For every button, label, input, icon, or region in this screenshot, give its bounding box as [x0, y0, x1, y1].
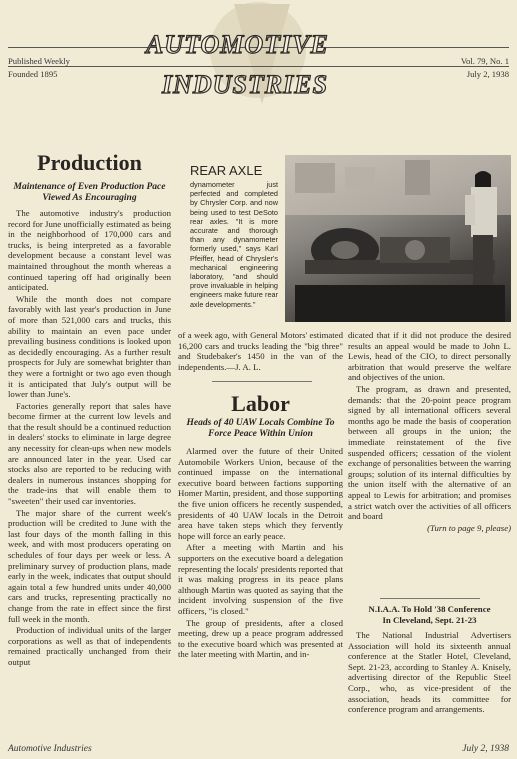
- production-paragraph: The automotive industry's production record for June unofficially estimated as being in the neighborhood of 170,000 cars and trucks, is being interpreted as a favorable development because a constant level was maintained throughout the month whereas a continued tapering off had originally been anticipated.: [8, 208, 171, 293]
- labor-paragraph: dicated that if it did not produce the desired results an appeal would be made to John L. Lewis, head of the CIO, to direct personally arbitration that would preserve the welfare and objectives of the union.: [348, 330, 511, 383]
- niaa-body: The National Industrial Advertisers Association will hold its sixteenth annual conference at the Statler Hotel, Cleveland, Sept. 21-23, according to Stanley A. Knisely, advertising director of the Republic Steel Corp., who, as vice-president of the association, heads its committee for conference program and arrangements.: [348, 630, 511, 715]
- rear-axle-title: REAR AXLE: [190, 163, 263, 178]
- niaa-heading: [348, 604, 511, 626]
- labor-column-2: [348, 330, 511, 534]
- labor-heading: Labor: [231, 391, 290, 416]
- rear-axle-caption: dynamometer just perfected and completed by Chrysler Corp. and now being used to test DeSoto rear axles. "It is more accurate and thorough than any dynamometer formerly used," says Karl Pfeiffer, head of Chrysler's mechanical engineering laboratory, "and should prove invaluable in helping engineers make future rear axle developments.": [190, 180, 278, 309]
- dynamometer-photo: [285, 155, 511, 322]
- production-continuation: of a week ago, with General Motors' estimated 16,200 cars and trucks leading the "big three" and Studebaker's 1450 in the van of the independents.—J. A. L.: [178, 330, 343, 372]
- production-paragraph: Factories generally report that sales have become firmer at the current low levels and that the result should be a continued reduction in dealers' stocks to eliminate in large degree any necessity for clean-ups when new models are announced later in the year. Used car stocks also are reported to be reducing with dealers in numerous instances shopping for the trade-ins that will enable them to "sweeten" their used car inventories.: [8, 400, 171, 507]
- production-subhead: Maintenance of Even Production Pace Viewed As Encouraging: [13, 182, 166, 203]
- labor-paragraph: After a meeting with Martin and his supporters on the executive board a delegation representing the locals' presidents reported that it was making progress in its peace plans although Martin was quoted as saying that the incident involving suspension of the five officers, "is closed.": [178, 542, 343, 616]
- labor-subhead: Heads of 40 UAW Locals Combine To Force Peace Within Union: [186, 418, 335, 439]
- logo-industries: INDUSTRIES: [162, 70, 329, 99]
- turn-page-note: (Turn to page 9, please): [427, 522, 511, 533]
- production-paragraph: While the month does not compare favorably with last year's production in June of more than 521,000 cars and trucks, this ability to maintain an even pace under prevailing business conditions is looked upon as decidedly encouraging. As a further result prospects for July are somewhat brighter than they were a fortnight or two ago even though it is anticipated that July's output will be lower than June's.: [8, 293, 171, 400]
- production-column: [8, 208, 171, 669]
- production-paragraph: Production of individual units of the larger corporations as well as that of independents remained practically unchanged from their output: [8, 625, 171, 667]
- production-continuation-column: [178, 330, 343, 373]
- dynamometer-photo-illustration: [285, 155, 511, 322]
- footer-publication: Automotive Industries: [8, 744, 92, 754]
- labor-paragraph: Alarmed over the future of their United Automobile Workers Union, because of the continued impasse on the international executive board between factions supporting Homer Martin, president, and those supporting the five union officers he recently suspended, presidents of 40 UAW locals in the Detroit area have taken steps which they fervently hope will force an early peace.: [178, 446, 343, 541]
- labor-paragraph: The program, as drawn and presented, demands: that the 20-point peace program signed by all international officers several months ago be made the basis of cooperation between all groups in the union; the immediate reinstatement of the five suspended officers; cessation of the violent exchange of personalities between the warring groups; solution of its internal difficulties by the union itself with the alternative of an appeal to Lewis for arbitration; and promises a strict watch over the activities of all officers and board: [348, 383, 511, 522]
- niaa-heading-line-2: In Cleveland, Sept. 21-23: [382, 615, 477, 625]
- section-divider: [212, 381, 312, 382]
- labor-column-1: [178, 446, 343, 661]
- issue-date: July 2, 1938: [466, 69, 509, 79]
- published-weekly: Published Weekly: [8, 56, 70, 66]
- niaa-column: [348, 630, 511, 716]
- labor-paragraph: The group of presidents, after a closed meeting, drew up a peace program addressed to the executive board which was presented at the later meeting with Martin, and in-: [178, 617, 343, 660]
- volume-number: Vol. 79, No. 1: [460, 56, 509, 66]
- founded-year: Founded 1895: [8, 69, 58, 79]
- niaa-heading-line-1: N.I.A.A. To Hold '38 Conference: [368, 604, 491, 614]
- footer-date: July 2, 1938: [462, 744, 509, 754]
- logo-automotive: AUTOMOTIVE: [146, 30, 329, 59]
- production-paragraph: The major share of the current week's production will be credited to June with the last four days of the month falling in this week, and with most producers operating on schedules of four days per week or less. A preliminary survey of production plans, made early in the week, indicates that output should again total a few hundred units under 40,000 cars and trucks, representing practically no change from the rate in effect since the first full week in the month.: [8, 507, 171, 624]
- masthead-rule-bottom: [8, 66, 509, 67]
- production-heading: Production: [37, 150, 142, 175]
- niaa-divider: [380, 598, 480, 599]
